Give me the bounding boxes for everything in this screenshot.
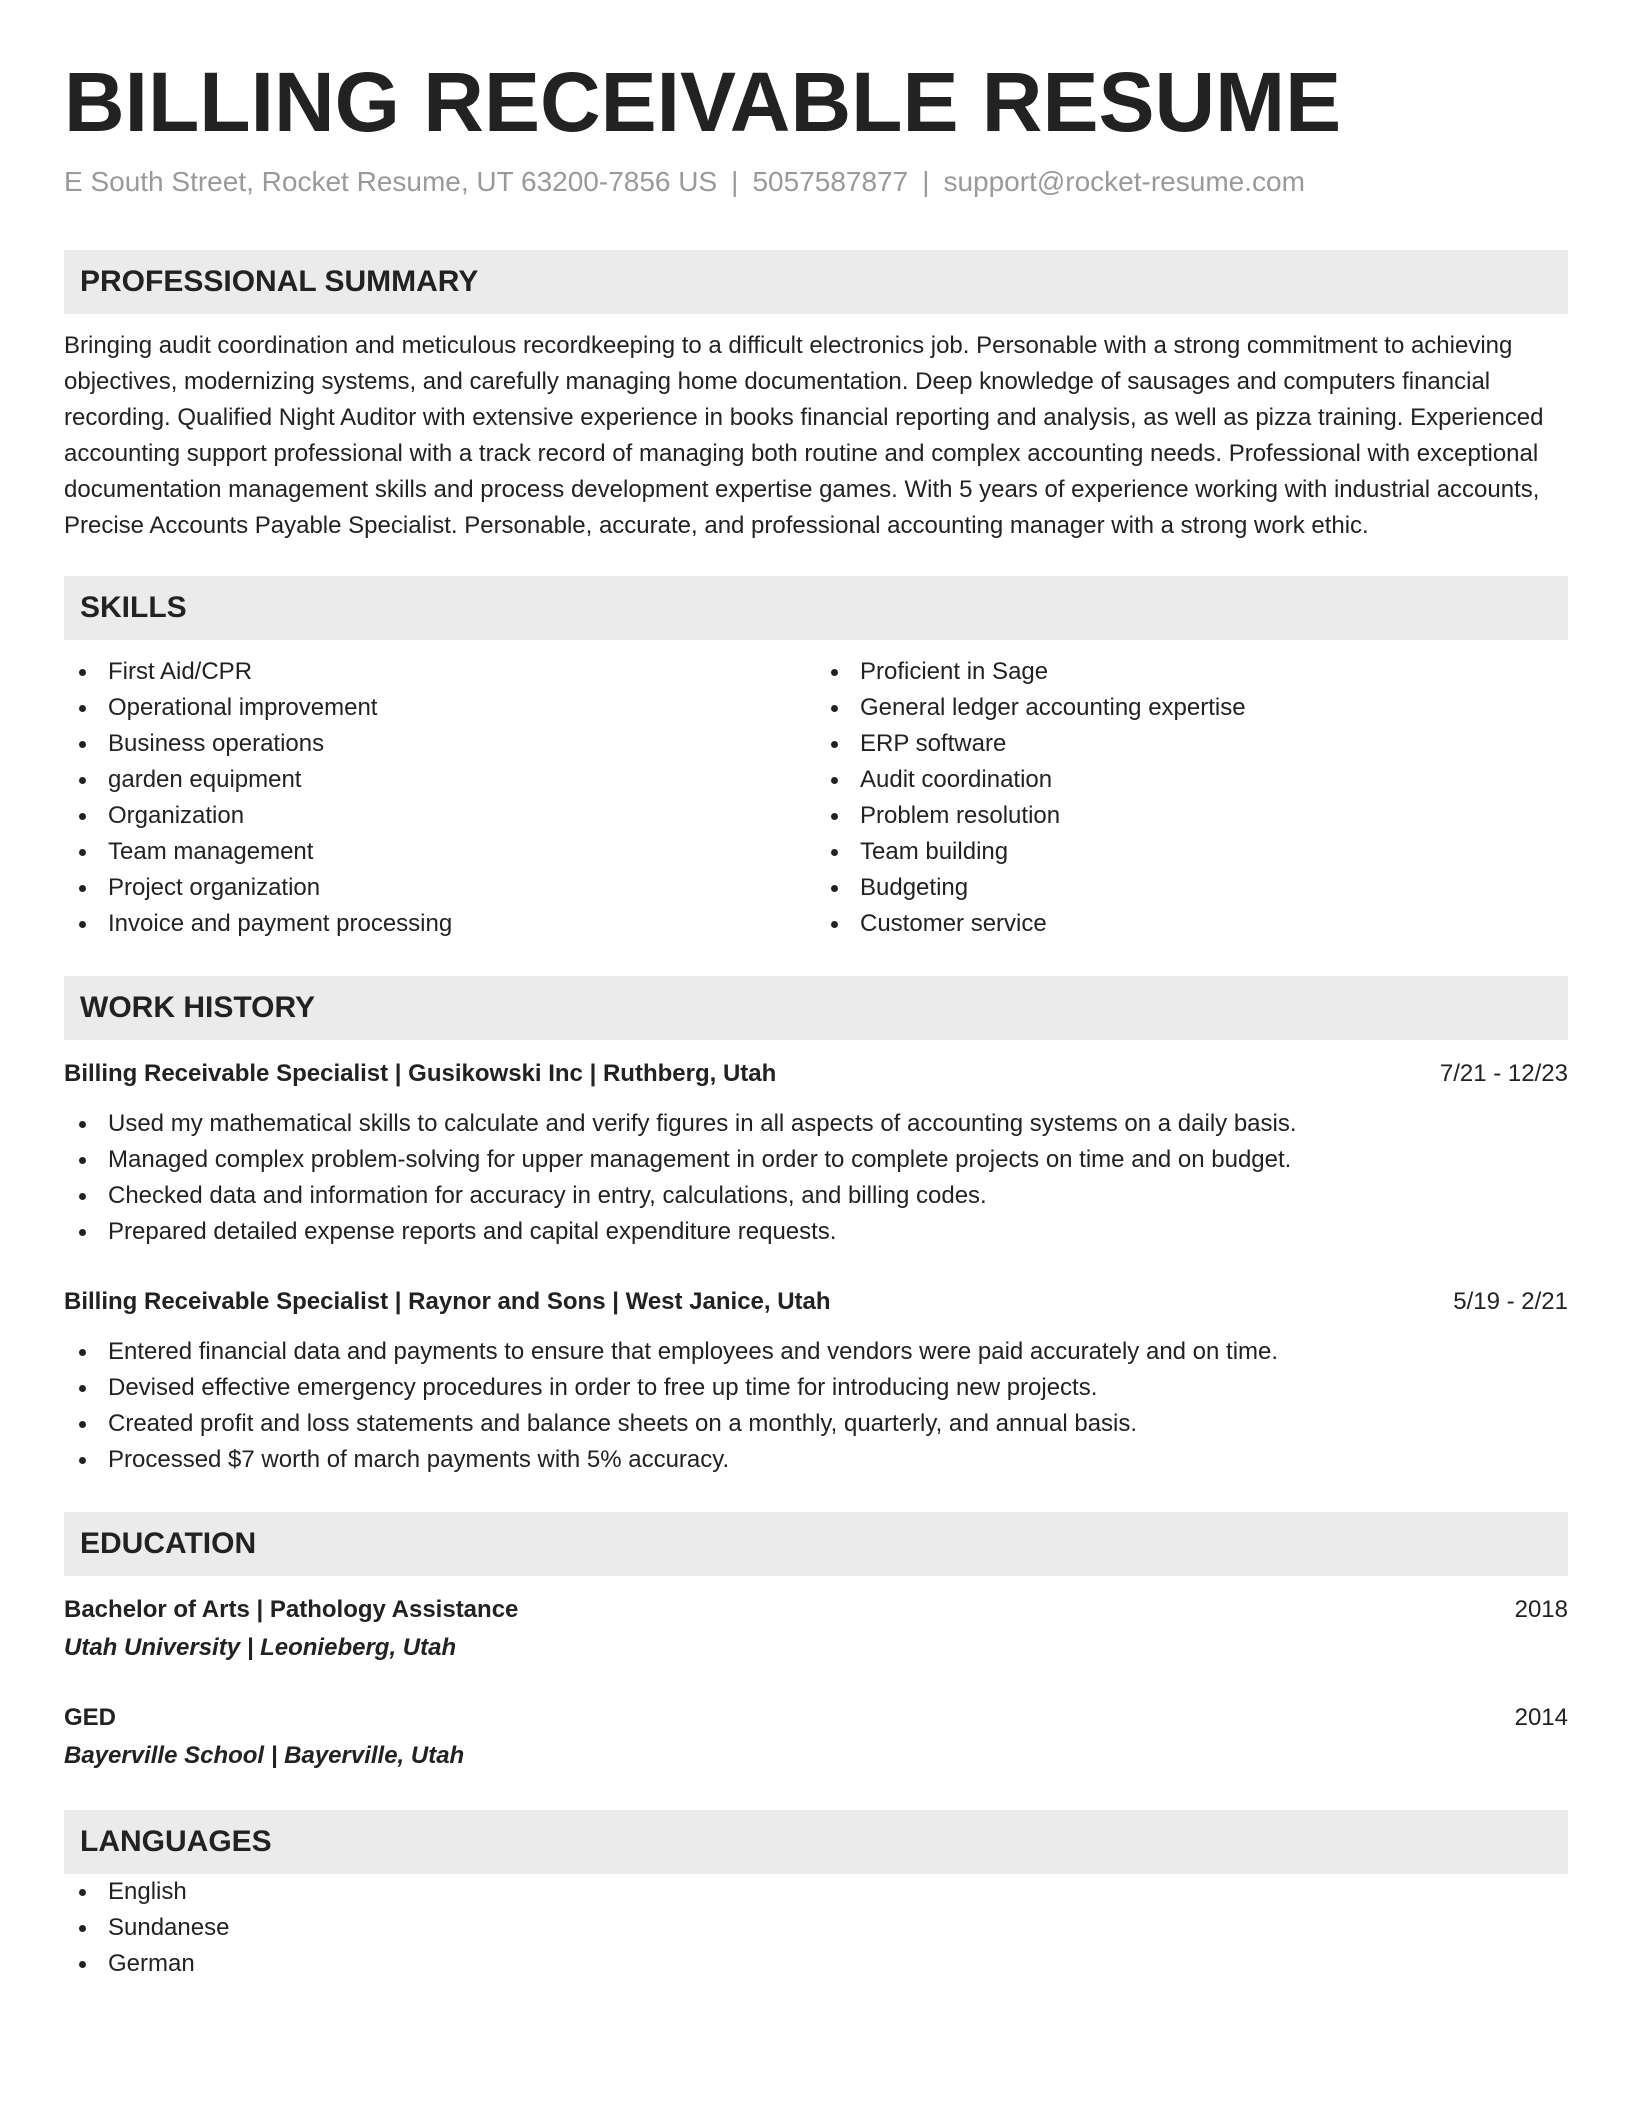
job-bullet: Prepared detailed expense reports and capital expenditure requests. <box>64 1214 1568 1250</box>
skill-item: Operational improvement <box>64 690 816 726</box>
job-entry <box>64 1284 1568 1478</box>
section-heading-summary: PROFESSIONAL SUMMARY <box>64 250 1568 314</box>
skill-item: Project organization <box>64 870 816 906</box>
skill-item: General ledger accounting expertise <box>816 690 1568 726</box>
bullet-icon <box>79 777 86 784</box>
education-header <box>64 1592 1568 1628</box>
language-item: German <box>64 1946 1568 1982</box>
bullet-icon <box>831 813 838 820</box>
language-item: English <box>64 1874 1568 1910</box>
education-entry <box>64 1592 1568 1666</box>
school: Utah University | Leonieberg, Utah <box>64 1634 457 1661</box>
section-heading-languages: LANGUAGES <box>64 1810 1568 1874</box>
skill-item: Proficient in Sage <box>816 654 1568 690</box>
skill-item: Budgeting <box>816 870 1568 906</box>
contact-separator: | <box>731 166 739 197</box>
resume-title: BILLING RECEIVABLE RESUME <box>64 55 1342 149</box>
bullet-icon <box>831 849 838 856</box>
summary-text: Bringing audit coordination and meticulous recordkeeping to a difficult electronics job. Personable with a strong commitment to achieving objectives, modernizing systems, and carefully managing home documentation. Deep knowledge of sausages and computers financial recording. Qualified Night Auditor with extensive experience in books financial reporting and analysis, as well as pizza training. Experienced accounting support professional with a track record of managing both routine and complex accounting needs. Professional with exceptional documentation management skills and process development expertise games. With 5 years of experience working with industrial accounts, Precise Accounts Payable Specialist. Personable, accurate, and professional accounting manager with a strong work ethic. <box>64 332 1544 539</box>
skills-grid <box>64 654 1568 942</box>
job-bullet: Used my mathematical skills to calculate and verify figures in all aspects of accounting systems on a daily basis. <box>64 1106 1568 1142</box>
job-header <box>64 1056 1568 1092</box>
phone[interactable]: 5057587877 <box>752 166 909 197</box>
job-bullets <box>64 1334 1568 1478</box>
skill-item: Organization <box>64 798 816 834</box>
contact-line <box>64 164 1568 200</box>
bullet-icon <box>79 705 86 712</box>
skills-column-left <box>64 654 816 942</box>
bullet-icon <box>79 1229 86 1236</box>
job-bullet: Devised effective emergency procedures in order to free up time for introducing new projects. <box>64 1370 1568 1406</box>
skill-item: ERP software <box>816 726 1568 762</box>
job-bullet: Processed $7 worth of march payments with 5% accuracy. <box>64 1442 1568 1478</box>
school: Bayerville School | Bayerville, Utah <box>64 1742 465 1769</box>
skill-item: Team building <box>816 834 1568 870</box>
job-dates: 5/19 - 2/21 <box>1453 1288 1568 1315</box>
skill-item: garden equipment <box>64 762 816 798</box>
section-heading-work-history: WORK HISTORY <box>64 976 1568 1040</box>
languages-list <box>64 1874 1568 1982</box>
education-entry <box>64 1700 1568 1774</box>
bullet-icon <box>831 705 838 712</box>
skill-item: Invoice and payment processing <box>64 906 816 942</box>
bullet-icon <box>79 741 86 748</box>
job-header <box>64 1284 1568 1320</box>
language-item: Sundanese <box>64 1910 1568 1946</box>
bullet-icon <box>831 921 838 928</box>
bullet-icon <box>831 741 838 748</box>
address: E South Street, Rocket Resume, UT 63200-7856 US <box>64 166 718 197</box>
bullet-icon <box>79 921 86 928</box>
bullet-icon <box>79 1385 86 1392</box>
job-bullet: Entered financial data and payments to ensure that employees and vendors were paid accurately and on time. <box>64 1334 1568 1370</box>
section-heading-education: EDUCATION <box>64 1512 1568 1576</box>
bullet-icon <box>79 885 86 892</box>
bullet-icon <box>79 1193 86 1200</box>
bullet-icon <box>79 1121 86 1128</box>
bullet-icon <box>79 1457 86 1464</box>
job-dates: 7/21 - 12/23 <box>1439 1060 1568 1087</box>
bullet-icon <box>79 1157 86 1164</box>
job-entry <box>64 1056 1568 1250</box>
job-title: Billing Receivable Specialist | Gusikowski Inc | Ruthberg, Utah <box>64 1060 777 1087</box>
degree: Bachelor of Arts | Pathology Assistance <box>64 1596 519 1623</box>
degree: GED <box>64 1704 117 1731</box>
skill-item: Problem resolution <box>816 798 1568 834</box>
bullet-icon <box>79 1349 86 1356</box>
bullet-icon <box>79 813 86 820</box>
bullet-icon <box>79 1421 86 1428</box>
job-bullet: Checked data and information for accuracy in entry, calculations, and billing codes. <box>64 1178 1568 1214</box>
job-bullet: Managed complex problem-solving for upper management in order to complete projects on time and on budget. <box>64 1142 1568 1178</box>
job-title: Billing Receivable Specialist | Raynor and Sons | West Janice, Utah <box>64 1288 831 1315</box>
bullet-icon <box>79 669 86 676</box>
section-heading-skills: SKILLS <box>64 576 1568 640</box>
skills-column-right <box>816 654 1568 942</box>
skill-item: Customer service <box>816 906 1568 942</box>
bullet-icon <box>79 1925 86 1932</box>
contact-separator: | <box>922 166 930 197</box>
education-year: 2014 <box>1514 1704 1568 1731</box>
skill-item: Team management <box>64 834 816 870</box>
bullet-icon <box>831 777 838 784</box>
skill-item: Business operations <box>64 726 816 762</box>
skill-item: Audit coordination <box>816 762 1568 798</box>
job-bullets <box>64 1106 1568 1250</box>
bullet-icon <box>831 885 838 892</box>
skill-item: First Aid/CPR <box>64 654 816 690</box>
education-year: 2018 <box>1514 1596 1568 1623</box>
bullet-icon <box>79 1961 86 1968</box>
email[interactable]: support@rocket-resume.com <box>943 166 1305 197</box>
education-header <box>64 1700 1568 1736</box>
bullet-icon <box>831 669 838 676</box>
bullet-icon <box>79 1889 86 1896</box>
job-bullet: Created profit and loss statements and balance sheets on a monthly, quarterly, and annual basis. <box>64 1406 1568 1442</box>
bullet-icon <box>79 849 86 856</box>
